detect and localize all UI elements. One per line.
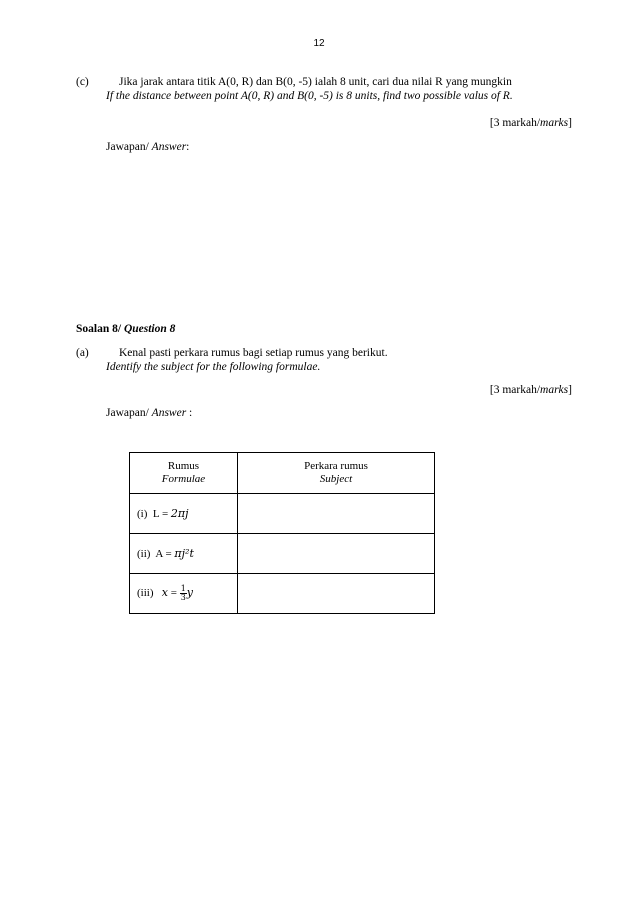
answer-malay: Jawapan/	[106, 407, 149, 419]
part-a-marks	[490, 383, 572, 397]
answer-english: Answer	[151, 141, 187, 153]
question-title-english: Question 8	[123, 323, 176, 335]
formula-rhs: y	[186, 586, 193, 600]
formula-lhs: x	[161, 586, 168, 600]
subject-answer-cell[interactable]	[238, 494, 435, 534]
answer-english: Answer	[151, 407, 187, 419]
marks-prefix: [3 markah/	[489, 384, 541, 396]
formula-label: (iii)	[137, 587, 154, 600]
marks-prefix: [3 markah/	[489, 117, 541, 129]
question-8-title	[76, 322, 175, 336]
formula-lhs: A	[155, 547, 163, 560]
fraction-numerator: 1	[180, 584, 186, 593]
marks-word: marks	[540, 117, 569, 129]
part-c-malay-text: Jika jarak antara titik A(0, R) dan B(0, -5) ialah 8 unit, cari dua nilai R yang mungkin	[119, 76, 512, 88]
table-row	[130, 494, 435, 534]
formula-cell	[130, 534, 238, 574]
subject-header	[238, 453, 435, 494]
marks-word: marks	[540, 384, 569, 396]
formulae-header-english: Formulae	[161, 473, 206, 485]
formula-equals: =	[159, 507, 171, 520]
marks-suffix: ]	[568, 117, 572, 129]
answer-colon: :	[186, 141, 190, 153]
answer-malay: Jawapan/	[106, 141, 149, 153]
part-c-english-text: If the distance between point A(0, R) and B(0, -5) is 8 units, find two possible valus of R.	[106, 90, 513, 102]
fraction-denominator: 3	[180, 593, 186, 602]
part-c-label: (c)	[76, 76, 89, 88]
table-row	[130, 534, 435, 574]
formula-equals: =	[162, 547, 175, 560]
fraction	[180, 585, 187, 602]
formula-cell	[130, 574, 238, 614]
formula-label: (i)	[137, 507, 148, 520]
table-header-row	[130, 453, 435, 494]
part-a-label: (a)	[76, 347, 89, 359]
formula-table	[129, 452, 435, 614]
formula-rhs: πj²t	[174, 546, 194, 560]
subject-header-english: Subject	[319, 473, 353, 485]
subject-answer-cell[interactable]	[238, 574, 435, 614]
formulae-header	[130, 453, 238, 494]
part-c-marks	[490, 116, 572, 130]
subject-header-malay: Perkara rumus	[304, 460, 368, 472]
formula-label: (ii)	[137, 547, 151, 560]
formula-equals: =	[167, 587, 180, 600]
marks-suffix: ]	[568, 384, 572, 396]
part-a-english-text: Identify the subject for the following formulae.	[106, 361, 321, 373]
question-title-malay: Soalan 8/	[76, 323, 122, 335]
formula-lhs: L	[152, 507, 160, 520]
subject-answer-cell[interactable]	[238, 534, 435, 574]
part-a-answer-label	[106, 406, 192, 420]
formula-rhs: 2πj	[170, 506, 189, 520]
page-number: 12	[313, 38, 325, 49]
formula-cell	[130, 494, 238, 534]
table-row	[130, 574, 435, 614]
formulae-header-malay: Rumus	[167, 460, 200, 472]
part-c-answer-label	[106, 140, 189, 154]
part-a-malay-text: Kenal pasti perkara rumus bagi setiap rumus yang berikut.	[119, 347, 388, 359]
answer-colon: :	[186, 407, 193, 419]
